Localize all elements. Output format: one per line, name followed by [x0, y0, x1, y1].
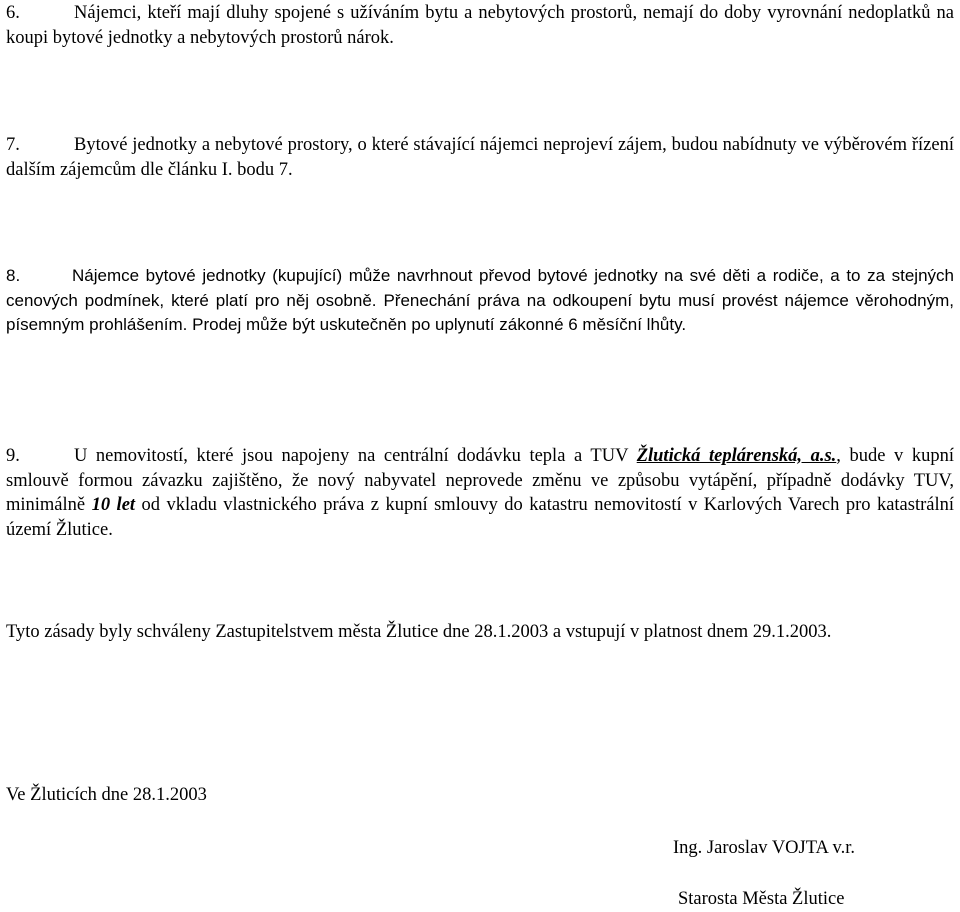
clause-text: Nájemci, kteří mají dluhy spojené s užíváním bytu a nebytových prostorů, nemají do doby vyrovnání nedoplatků na koupi bytové jednotky a nebytových prostorů nárok.: [6, 3, 954, 48]
clause-text: Bytové jednotky a nebytové prostory, o které stávající nájemci neprojeví zájem, budou nabídnuty ve výběrovém řízení dalším zájemcům dle článku I. bodu 7.: [6, 135, 954, 180]
clause-6: [6, 1, 954, 50]
clause-number: 9.: [6, 446, 20, 466]
clause-9: [6, 444, 954, 542]
company-name: Žlutická teplárenská, a.s.: [636, 446, 837, 466]
place-date: Ve Žluticích dne 28.1.2003: [6, 785, 207, 805]
clause-number: 7.: [6, 135, 20, 155]
clause-7: [6, 133, 954, 182]
clause-text-after: od vkladu vlastnického práva z kupní smlouvy do katastru nemovitostí v Karlových Varech pro katastrální území Žlutice.: [6, 495, 955, 540]
clause-text-middle: , bude v kupní smlouvě formou závazku zajištěno, že nový nabyvatel neprovede změnu ve způsobu vytápění, případně dodávky TUV, minimálně: [6, 446, 954, 515]
clause-8: [6, 264, 954, 338]
clause-number: 6.: [6, 3, 20, 23]
signatory-title: Starosta Města Žlutice: [678, 889, 845, 909]
signatory-name: Ing. Jaroslav VOJTA v.r.: [673, 838, 855, 858]
clause-number: 8.: [6, 266, 21, 285]
clause-text-before: U nemovitostí, které jsou napojeny na centrální dodávku tepla a TUV: [74, 446, 637, 466]
approval-statement: Tyto zásady byly schváleny Zastupitelstvem města Žlutice dne 28.1.2003 a vstupují v platnost dnem 29.1.2003.: [6, 622, 832, 642]
duration-highlight: 10 let: [91, 495, 136, 515]
clause-text: Nájemce bytové jednotky (kupující) může navrhnout převod bytové jednotky na své děti a rodiče, a to za stejných cenových podmínek, které platí pro něj osobně. Přenechání práva na odkoupení bytu musí provést nájemce věrohodným, písemným prohlášením. Prodej může být uskutečněn po uplynutí zákonné 6 měsíční lhůty.: [6, 266, 954, 334]
